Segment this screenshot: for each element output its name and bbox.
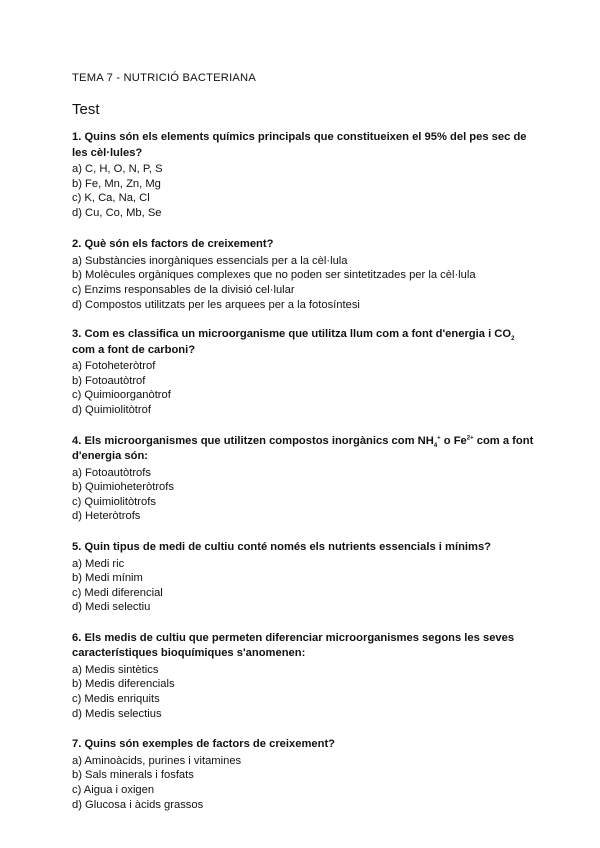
question-4-text-superscript-2: 2+ [466, 434, 474, 441]
question-4-option-d: d) Heteròtrofs [72, 510, 141, 523]
question-4-option-a: a) Fotoautòtrofs [72, 466, 151, 479]
question-4-options [72, 466, 540, 524]
question-1 [72, 130, 540, 220]
question-6-text: 6. Els medis de cultiu que permeten diferenciar microorganismes segons les seves característiques bioquímiques s'anomenen: [72, 631, 515, 660]
question-list [72, 130, 540, 812]
question-1-option-a: a) C, H, O, N, P, S [72, 163, 163, 175]
question-2-option-d: d) Compostos utilitzats per les arquees per a la fotosíntesi [72, 298, 360, 311]
question-3-text-pre: 3. Com es classifica un microorganisme que utilitza llum com a font d'energia i CO [72, 328, 512, 341]
question-3-text-subscript: 2 [511, 336, 515, 343]
question-4-text-superscript-1: + [437, 434, 441, 441]
question-7-text: 7. Quins són exemples de factors de creixement? [72, 738, 336, 751]
question-4-text [72, 434, 540, 465]
question-1-option-c: c) K, Ca, Na, Cl [72, 192, 150, 205]
question-4-text-post: com a font d'energia són: [72, 434, 534, 463]
question-6-option-d: d) Medis selectius [72, 707, 162, 720]
question-5-options [72, 557, 540, 615]
question-1-options [72, 162, 540, 220]
question-2 [72, 237, 540, 312]
question-5-option-c: c) Medi diferencial [72, 586, 163, 599]
question-5-option-a: a) Medi ric [72, 557, 125, 570]
question-7-option-c: c) Aigua i oxigen [72, 783, 155, 796]
question-5-option-d: d) Medi selectiu [72, 601, 151, 614]
question-1-text: 1. Quins són els elements químics principals que constitueixen el 95% del pes sec de les cèl·lules? [72, 131, 527, 159]
question-5-text: 5. Quin tipus de medi de cultiu conté només els nutrients essencials i mínims? [72, 541, 492, 553]
question-4-option-c: c) Quimiolitòtrofs [72, 495, 156, 508]
question-2-option-c: c) Enzims responsables de la divisió cel·lular [72, 284, 295, 297]
question-6-option-a: a) Medis sintètics [72, 663, 159, 676]
question-3-option-a: a) Fotoheteròtrof [72, 360, 156, 373]
question-6-option-c: c) Medis enriquits [72, 693, 160, 706]
question-4-text-mid: o Fe [440, 434, 467, 447]
question-2-option-b: b) Molècules orgàniques complexes que no poden ser sintetitzades per la cèl·lula [72, 269, 476, 282]
question-3-option-c: c) Quimioorganòtrof [72, 389, 171, 402]
question-4-text-pre: 4. Els microorganismes que utilitzen compostos inorgànics com NH [72, 434, 434, 447]
question-5-option-b: b) Medi mínim [72, 572, 143, 585]
question-2-text: 2. Què són els factors de creixement? [72, 238, 274, 251]
question-4-option-b: b) Quimioheteròtrofs [72, 481, 174, 494]
section-title: Test [72, 101, 100, 118]
question-3-text [72, 327, 540, 358]
question-7-option-b: b) Sals minerals i fosfats [72, 769, 194, 782]
question-7-option-d: d) Glucosa i àcids grassos [72, 798, 204, 811]
question-5 [72, 540, 540, 615]
question-3 [72, 327, 540, 417]
question-2-option-a: a) Substàncies inorgàniques essencials per a la cèl·lula [72, 254, 348, 267]
question-6-option-b: b) Medis diferencials [72, 678, 175, 691]
question-6-options [72, 663, 540, 721]
question-2-options [72, 254, 540, 312]
question-3-option-b: b) Fotoautòtrof [72, 374, 146, 387]
question-4 [72, 434, 540, 524]
question-6 [72, 631, 540, 721]
question-3-option-d: d) Quimiolitòtrof [72, 404, 151, 417]
question-1-option-b: b) Fe, Mn, Zn, Mg [72, 177, 161, 190]
question-7-option-a: a) Aminoàcids, purines i vitamines [72, 754, 242, 767]
question-7-options [72, 754, 540, 812]
question-3-text-post: com a font de carboni? [72, 343, 196, 356]
document-header: TEMA 7 - NUTRICIÓ BACTERIANA [72, 72, 256, 84]
question-1-option-d: d) Cu, Co, Mb, Se [72, 206, 162, 219]
question-7 [72, 737, 540, 812]
question-4-text-subscript: 4 [433, 442, 438, 449]
question-3-options [72, 359, 540, 417]
